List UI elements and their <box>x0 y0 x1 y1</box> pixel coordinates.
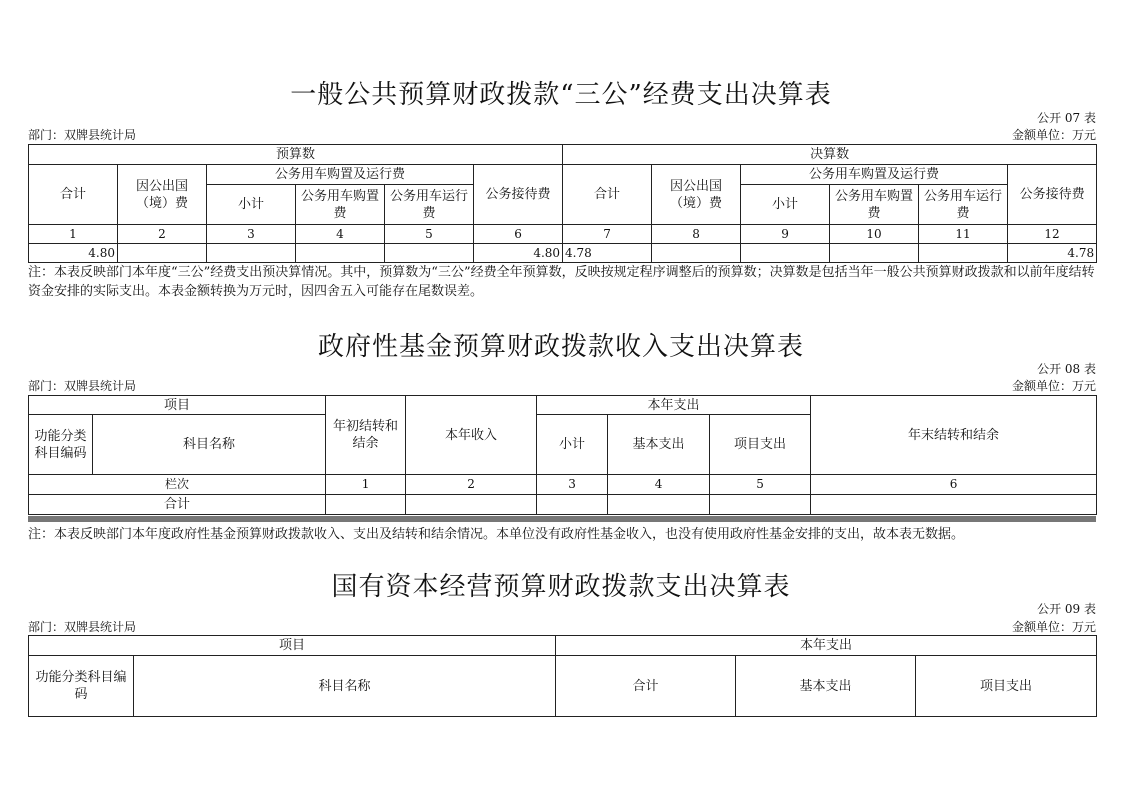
final-subtotal-value <box>741 244 830 263</box>
basic-expense-header: 基本支出 <box>736 656 916 717</box>
table3-department: 部门：双牌县统计局 <box>28 620 137 634</box>
table1-code: 公开 07 表 <box>1037 111 1096 125</box>
budget-subtotal-value <box>207 244 296 263</box>
table2-note: 注：本表反映部门本年度政府性基金预算财政拨款收入、支出及结转和结余情况。本单位没有政府性基金收入，也没有使用政府性基金安排的支出，故本表无数据。 <box>28 527 965 542</box>
col-number: 8 <box>652 225 741 244</box>
budget-abroad-header: 因公出国（境）费 <box>118 165 207 225</box>
subject-name-header: 科目名称 <box>93 415 326 475</box>
final-abroad-value <box>652 244 741 263</box>
subject-name-header: 科目名称 <box>134 656 556 717</box>
col-number: 1 <box>29 225 118 244</box>
table2-gov-fund <box>28 395 1097 515</box>
final-total-header: 合计 <box>563 165 652 225</box>
col-number: 2 <box>118 225 207 244</box>
empty-cell <box>326 495 406 515</box>
table2-bottom-bar <box>28 516 1096 522</box>
col-number: 9 <box>741 225 830 244</box>
final-purchase-header: 公务用车购置费 <box>830 185 919 225</box>
col-number: 6 <box>474 225 563 244</box>
begin-balance-header: 年初结转和结余 <box>326 396 406 475</box>
table1-department: 部门：双牌县统计局 <box>28 128 137 142</box>
col-number: 5 <box>710 475 811 495</box>
col-number: 12 <box>1008 225 1097 244</box>
col-number: 2 <box>406 475 537 495</box>
project-expense-header: 项目支出 <box>710 415 811 475</box>
final-header: 决算数 <box>563 145 1097 165</box>
budget-purchase-header: 公务用车购置费 <box>296 185 385 225</box>
empty-cell <box>537 495 608 515</box>
col-number: 10 <box>830 225 919 244</box>
final-purchase-value <box>830 244 919 263</box>
budget-header: 预算数 <box>29 145 563 165</box>
final-reception-header: 公务接待费 <box>1008 165 1097 225</box>
col-number: 4 <box>608 475 710 495</box>
budget-vehicle-header: 公务用车购置及运行费 <box>207 165 474 185</box>
table2-department: 部门：双牌县统计局 <box>28 379 137 393</box>
col-number: 6 <box>811 475 1097 495</box>
project-expense-header: 项目支出 <box>916 656 1097 717</box>
final-operation-value <box>919 244 1008 263</box>
col-number: 3 <box>207 225 296 244</box>
col-number: 1 <box>326 475 406 495</box>
col-number: 5 <box>385 225 474 244</box>
final-abroad-header: 因公出国（境）费 <box>652 165 741 225</box>
empty-cell <box>811 495 1097 515</box>
basic-expense-header: 基本支出 <box>608 415 710 475</box>
final-reception-value: 4.78 <box>1008 244 1097 263</box>
table1-unit: 金额单位：万元 <box>1011 128 1096 142</box>
table2-code: 公开 08 表 <box>1037 362 1096 376</box>
item-header: 项目 <box>29 396 326 415</box>
table3-unit: 金额单位：万元 <box>1011 620 1096 634</box>
table1-sangong <box>28 144 1097 263</box>
total-row-label: 合计 <box>29 495 326 515</box>
table3-code: 公开 09 表 <box>1037 602 1096 616</box>
final-subtotal-header: 小计 <box>741 185 830 225</box>
item-header: 项目 <box>29 636 556 656</box>
col-number: 3 <box>537 475 608 495</box>
table3-title: 国有资本经营预算财政拨款支出决算表 <box>331 572 791 602</box>
expense-subtotal-header: 小计 <box>537 415 608 475</box>
budget-subtotal-header: 小计 <box>207 185 296 225</box>
expense-header: 本年支出 <box>556 636 1097 656</box>
expense-total-header: 合计 <box>556 656 736 717</box>
table2-unit: 金额单位：万元 <box>1011 379 1096 393</box>
empty-cell <box>406 495 537 515</box>
col-number: 11 <box>919 225 1008 244</box>
col-number: 4 <box>296 225 385 244</box>
budget-operation-header: 公务用车运行费 <box>385 185 474 225</box>
final-operation-header: 公务用车运行费 <box>919 185 1008 225</box>
budget-abroad-value <box>118 244 207 263</box>
table3-state-capital <box>28 635 1097 717</box>
empty-cell <box>608 495 710 515</box>
table1-note: 注：本表反映部门本年度“三公”经费支出预决算情况。其中，预算数为“三公”经费全年预算数，反映按规定程序调整后的预算数；决算数是包括当年一般公共预算财政拨款和以前年度结转资金安排的实际支出。本表金额转换为万元时，因四舍五入可能存在尾数误差。 <box>28 265 1095 299</box>
func-code-header: 功能分类科目编码 <box>29 415 93 475</box>
row-label: 栏次 <box>29 475 326 495</box>
end-balance-header: 年末结转和结余 <box>811 396 1097 475</box>
col-number: 7 <box>563 225 652 244</box>
budget-total-header: 合计 <box>29 165 118 225</box>
final-total-value: 4.78 <box>563 244 652 263</box>
budget-total-value: 4.80 <box>29 244 118 263</box>
budget-reception-header: 公务接待费 <box>474 165 563 225</box>
budget-operation-value <box>385 244 474 263</box>
income-header: 本年收入 <box>406 396 537 475</box>
budget-purchase-value <box>296 244 385 263</box>
budget-reception-value: 4.80 <box>474 244 563 263</box>
table2-title: 政府性基金预算财政拨款收入支出决算表 <box>317 332 804 362</box>
expense-header: 本年支出 <box>537 396 811 415</box>
table1-title: 一般公共预算财政拨款“三公”经费支出决算表 <box>290 80 832 110</box>
func-code-header: 功能分类科目编码 <box>29 656 134 717</box>
final-vehicle-header: 公务用车购置及运行费 <box>741 165 1008 185</box>
empty-cell <box>710 495 811 515</box>
